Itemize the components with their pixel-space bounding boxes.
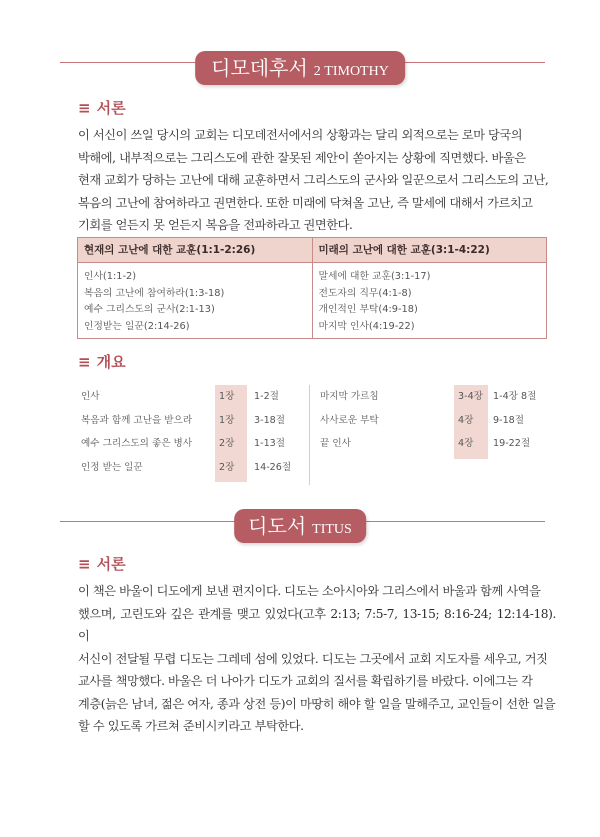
- timothy-title-en: 2 TIMOTHY: [313, 64, 389, 79]
- timothy-structure-table: [77, 237, 547, 339]
- table-column-future: [312, 238, 547, 338]
- overview-label: 인사: [81, 391, 100, 402]
- table-item: 복음의 고난에 참여하라(1:3-18): [84, 287, 225, 299]
- overview-chapter: 3-4장: [458, 391, 483, 402]
- timothy-intro-heading: [78, 97, 126, 118]
- titus-intro-line: 할 수 있도록 가르쳐 준비시키라고 부탁한다.: [78, 719, 304, 733]
- overview-chapter: 1장: [219, 414, 235, 426]
- timothy-title-kr: 디모데후서: [211, 56, 308, 80]
- timothy-intro-line: 복음의 고난에 참여하라고 권면한다. 또한 미래에 닥쳐올 고난, 즉 말세에 대해서 가르치고: [78, 195, 533, 210]
- overview-chapter: 4장: [458, 414, 474, 426]
- overview-right: [316, 385, 546, 460]
- timothy-intro-line: 박해에, 내부적으로는 그리스도에 관한 잘못된 제안이 쏟아지는 상황에 직면했다. 바울은: [78, 150, 526, 165]
- overview-row: [77, 432, 309, 456]
- overview-chapter: 4장: [458, 438, 474, 449]
- equals-icon: ≡: [78, 99, 91, 117]
- overview-verses: 1-2절: [254, 391, 279, 402]
- overview-row: [77, 409, 309, 433]
- overview-chapter: 2장: [219, 461, 235, 473]
- timothy-intro-line: 기회를 얻든지 못 얻든지 복음을 전파하라고 권면한다.: [78, 218, 353, 232]
- titus-intro-line: 계층(늙은 남녀, 젊은 여자, 종과 상전 등)이 마땅히 해야 할 일을 말해주고, 교인들이 선한 일을: [78, 696, 556, 711]
- titus-title-kr: 디도서: [248, 514, 307, 538]
- titus-intro-line: 했으며, 고린도와 깊은 관계를 맺고 있었다(고후 2:13; 7:5-7, 13-15; 8:16-24; 12:14-18). 이: [78, 606, 556, 643]
- overview-label: 복음과 함께 고난을 받으라: [81, 414, 193, 426]
- overview-chapter: 2장: [219, 438, 235, 449]
- timothy-intro-line: 이 서신이 쓰일 당시의 교회는 디모데전서에서의 상황과는 달리 외적으로는 로마 당국의: [78, 128, 523, 142]
- table-item: 마지막 인사(4:19-22): [318, 320, 415, 332]
- titus-title-en: TITUS: [312, 522, 352, 537]
- overview-verses: 19-22절: [493, 438, 531, 449]
- timothy-intro-paragraph: [78, 124, 556, 237]
- overview-verses: 9-18절: [493, 414, 525, 426]
- overview-label: 인정 받는 일꾼: [81, 461, 143, 473]
- table-item: 예수 그리스도의 군사(2:1-13): [84, 304, 215, 315]
- overview-row: [316, 409, 546, 433]
- titus-banner: [234, 509, 366, 543]
- overview-label: 예수 그리스도의 좋은 병사: [81, 438, 193, 449]
- overview-row: [316, 432, 546, 456]
- table-item: 인사(1:1-2): [84, 271, 137, 282]
- titus-intro-line: 교사를 책망했다. 바울은 더 나아가 디도가 교회의 질서를 확립하기를 바랐다. 이에그는 각: [78, 674, 533, 688]
- overview-verses: 14-26절: [254, 461, 292, 473]
- equals-icon: ≡: [78, 353, 91, 371]
- titus-intro-heading: [78, 553, 126, 574]
- timothy-intro-heading-text: 서론: [96, 99, 126, 117]
- table-header-future: 미래의 고난에 대한 교훈(3:1-4:22): [313, 238, 547, 263]
- table-item: 말세에 대한 교훈(3:1-17): [318, 271, 431, 282]
- overview-label: 끝 인사: [320, 438, 351, 449]
- overview-left: [77, 385, 310, 485]
- overview-row: [77, 456, 309, 480]
- titus-intro-line: 이 책은 바울이 디도에게 보낸 편지이다. 디도는 소아시아와 그리스에서 바울과 함께 사역을: [78, 584, 541, 598]
- table-header-present: 현재의 고난에 대한 교훈(1:1-2:26): [78, 238, 312, 263]
- overview-row: [316, 385, 546, 409]
- table-column-present: [78, 238, 312, 338]
- titus-intro-line: 서신이 전달될 무렵 디도는 그레데 섬에 있었다. 디도는 그곳에서 교회 지도자를 세우고, 거짓: [78, 651, 548, 666]
- overview-row: [77, 385, 309, 409]
- overview-verses: 1-13절: [254, 438, 286, 449]
- table-item: 전도자의 직무(4:1-8): [318, 287, 412, 299]
- timothy-intro-line: 현재 교회가 당하는 고난에 대해 교훈하면서 그리스도의 군사와 일꾼으로서 그리스도의 고난,: [78, 173, 549, 187]
- timothy-overview-heading: [78, 351, 126, 372]
- timothy-banner: [195, 51, 405, 85]
- overview-label: 사사로운 부탁: [320, 414, 379, 426]
- overview-verses: 3-18절: [254, 414, 286, 426]
- table-item: 개인적인 부탁(4:9-18): [318, 304, 418, 315]
- timothy-overview-heading-text: 개요: [96, 353, 126, 371]
- table-item: 인정받는 일꾼(2:14-26): [84, 320, 190, 332]
- overview-label: 마지막 가르침: [320, 391, 379, 402]
- titus-intro-heading-text: 서론: [96, 555, 126, 573]
- overview-chapter: 1장: [219, 391, 235, 402]
- overview-verses: 1-4장 8절: [493, 391, 537, 402]
- equals-icon: ≡: [78, 555, 91, 573]
- titus-intro-paragraph: [78, 580, 556, 738]
